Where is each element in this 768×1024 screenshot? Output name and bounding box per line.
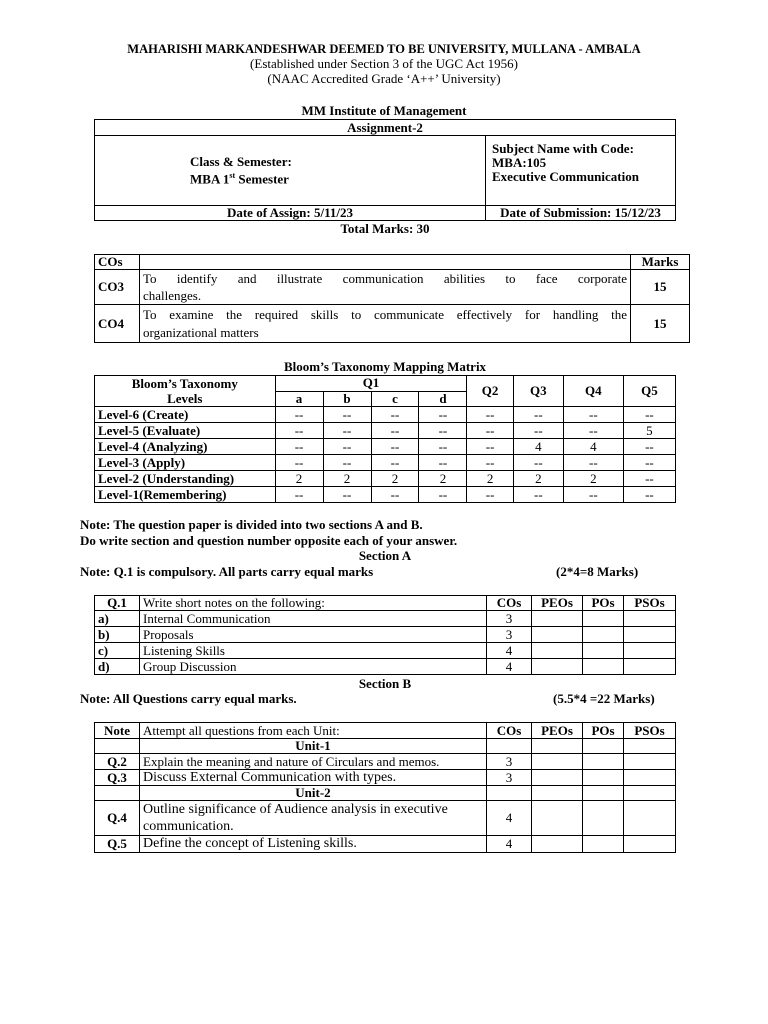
bloom-row <box>95 487 676 503</box>
q5-header: Q5 <box>623 376 675 407</box>
unit-spacer <box>95 786 140 801</box>
question-row <box>95 659 676 675</box>
bloom-cell: -- <box>467 455 513 471</box>
pos-cell <box>583 627 624 643</box>
bloom-cell: -- <box>623 487 675 503</box>
q3-header: Q3 <box>513 376 563 407</box>
co-description: To identify and illustrate communication abilities to face corporate challenges. <box>140 270 631 305</box>
class-label: Class & Semester: <box>190 153 292 169</box>
bloom-cell: 2 <box>513 471 563 487</box>
assignment-title: Assignment-2 <box>95 120 676 136</box>
peos-col-header: PEOs <box>532 596 583 611</box>
class-semester-cell <box>95 136 486 206</box>
bloom-cell: 2 <box>419 471 467 487</box>
bloom-cell: 2 <box>275 471 323 487</box>
bloom-cell: -- <box>323 487 371 503</box>
sub-question-label: d) <box>95 659 140 675</box>
bloom-level: Level-3 (Apply) <box>95 455 276 471</box>
bloom-cell: -- <box>623 407 675 423</box>
section-b-title: Section B <box>358 676 412 691</box>
question-number: Q.3 <box>95 770 140 786</box>
question-co: 3 <box>487 770 532 786</box>
bloom-cell: -- <box>419 423 467 439</box>
cos-col-header: COs <box>487 596 532 611</box>
co-marks: 15 <box>631 270 690 305</box>
bloom-cell: -- <box>275 423 323 439</box>
q1-label: Q.1 <box>95 596 140 611</box>
institute-name: MM Institute of Management <box>301 103 467 118</box>
peos-cell <box>532 643 583 659</box>
bloom-cell: -- <box>563 407 623 423</box>
bloom-cell: -- <box>371 423 419 439</box>
bloom-matrix <box>94 375 676 503</box>
psos-cell <box>624 611 676 627</box>
bloom-cell: -- <box>275 455 323 471</box>
peos-cell <box>532 627 583 643</box>
peos-cell <box>532 659 583 675</box>
bloom-level: Level-2 (Understanding) <box>95 471 276 487</box>
bloom-cell: 2 <box>563 471 623 487</box>
class-value: MBA 1st Semester <box>190 170 289 187</box>
bloom-row <box>95 407 676 423</box>
bloom-cell: -- <box>513 487 563 503</box>
q1-instruction: Write short notes on the following: <box>140 596 487 611</box>
bloom-cell: 2 <box>467 471 513 487</box>
pos-cell <box>583 643 624 659</box>
total-marks: Total Marks: 30 <box>340 221 430 236</box>
pos-cell <box>583 659 624 675</box>
bloom-cell: -- <box>323 439 371 455</box>
bloom-row <box>95 423 676 439</box>
established-line: (Established under Section 3 of the UGC Act 1956) <box>250 56 518 71</box>
unit-instruction: Attempt all questions from each Unit: <box>140 723 487 739</box>
subject-label: Subject Name with Code: MBA:105 <box>492 141 634 170</box>
sub-question-text: Proposals <box>140 627 487 643</box>
bloom-cell: 4 <box>513 439 563 455</box>
assignment-info-table <box>94 119 676 221</box>
bloom-cell: -- <box>467 487 513 503</box>
bloom-cell: -- <box>563 487 623 503</box>
q1-sub-a: a <box>275 391 323 407</box>
subject-name: Executive Communication <box>492 169 639 184</box>
q1-sub-c: c <box>371 391 419 407</box>
question-number: Q.4 <box>95 801 140 836</box>
bloom-title: Bloom’s Taxonomy Mapping Matrix <box>283 359 487 374</box>
sub-question-text: Listening Skills <box>140 643 487 659</box>
question-co: 4 <box>487 801 532 836</box>
bloom-cell: -- <box>419 487 467 503</box>
question-number: Q.5 <box>95 836 140 853</box>
question-text: Outline significance of Audience analysis in executive communication. <box>140 801 487 836</box>
unit-2-header: Unit-2 <box>140 786 487 801</box>
sub-question-co: 4 <box>487 643 532 659</box>
question-number: Q.2 <box>95 754 140 770</box>
sub-question-label: b) <box>95 627 140 643</box>
pos-col-header: POs <box>583 596 624 611</box>
bloom-cell: 2 <box>371 471 419 487</box>
q4-header: Q4 <box>563 376 623 407</box>
cos-col-header: COs <box>487 723 532 739</box>
sub-question-label: a) <box>95 611 140 627</box>
peos-cell <box>532 611 583 627</box>
note-sections: Note: The question paper is divided into two sections A and B. <box>80 517 423 532</box>
bloom-cell: -- <box>513 423 563 439</box>
bloom-cell: -- <box>275 487 323 503</box>
sub-question-text: Internal Communication <box>140 611 487 627</box>
bloom-cell: 5 <box>623 423 675 439</box>
bloom-cell: -- <box>371 455 419 471</box>
q1-sub-d: d <box>419 391 467 407</box>
note-section-b: Note: All Questions carry equal marks. <box>80 691 297 706</box>
question-co: 3 <box>487 754 532 770</box>
co-description: To examine the required skills to communicate effectively for handling the organizational matters <box>140 305 631 343</box>
note-section-a: Note: Q.1 is compulsory. All parts carry equal marks <box>80 564 374 579</box>
peos-col-header: PEOs <box>532 723 583 739</box>
pos-cell <box>583 611 624 627</box>
bloom-cell: -- <box>623 455 675 471</box>
bloom-cell: -- <box>563 423 623 439</box>
bloom-cell: -- <box>419 439 467 455</box>
bloom-cell: -- <box>323 455 371 471</box>
marks-section-a: (2*4=8 Marks) <box>556 564 639 579</box>
psos-col-header: PSOs <box>624 596 676 611</box>
question-row <box>95 611 676 627</box>
sub-question-co: 4 <box>487 659 532 675</box>
bloom-level: Level-5 (Evaluate) <box>95 423 276 439</box>
bloom-cell: -- <box>467 407 513 423</box>
note-label: Note <box>95 723 140 739</box>
bloom-cell: -- <box>371 487 419 503</box>
section-a-title: Section A <box>358 548 412 563</box>
bloom-cell: -- <box>513 455 563 471</box>
question-row <box>95 643 676 659</box>
bloom-cell: -- <box>275 439 323 455</box>
note-write: Do write section and question number opposite each of your answer. <box>80 533 458 548</box>
section-b-table <box>94 722 676 853</box>
naac-line: (NAAC Accredited Grade ‘A++’ University) <box>267 71 501 86</box>
co-code: CO4 <box>95 305 140 343</box>
sub-question-label: c) <box>95 643 140 659</box>
question-row <box>95 627 676 643</box>
q1-sub-b: b <box>323 391 371 407</box>
bloom-cell: 2 <box>323 471 371 487</box>
question-co: 4 <box>487 836 532 853</box>
question-text: Explain the meaning and nature of Circulars and memos. <box>140 754 487 770</box>
bloom-cell: 4 <box>563 439 623 455</box>
bloom-row <box>95 439 676 455</box>
cos-header: COs <box>95 255 140 270</box>
date-submission: Date of Submission: 15/12/23 <box>486 206 676 221</box>
psos-cell <box>624 659 676 675</box>
q1-header: Q1 <box>275 376 467 392</box>
bloom-cell: -- <box>323 407 371 423</box>
q2-header: Q2 <box>467 376 513 407</box>
bloom-cell: -- <box>275 407 323 423</box>
bloom-cell: -- <box>513 407 563 423</box>
question-text: Define the concept of Listening skills. <box>140 836 487 853</box>
bloom-cell: -- <box>467 423 513 439</box>
question-text: Discuss External Communication with types. <box>140 770 487 786</box>
section-a-table <box>94 595 676 675</box>
unit-spacer <box>95 739 140 754</box>
bloom-cell: -- <box>623 439 675 455</box>
sub-question-co: 3 <box>487 627 532 643</box>
unit-1-header: Unit-1 <box>140 739 487 754</box>
psos-cell <box>624 643 676 659</box>
bloom-row <box>95 455 676 471</box>
psos-col-header: PSOs <box>624 723 676 739</box>
bloom-levels-header: Bloom’s Taxonomy Levels <box>95 376 276 407</box>
bloom-level: Level-1(Remembering) <box>95 487 276 503</box>
co-marks: 15 <box>631 305 690 343</box>
bloom-cell: -- <box>563 455 623 471</box>
date-assign: Date of Assign: 5/11/23 <box>95 206 486 221</box>
sub-question-co: 3 <box>487 611 532 627</box>
subject-cell <box>486 136 676 206</box>
bloom-cell: -- <box>371 407 419 423</box>
bloom-row <box>95 471 676 487</box>
bloom-cell: -- <box>623 471 675 487</box>
bloom-level: Level-4 (Analyzing) <box>95 439 276 455</box>
cos-desc-header <box>140 255 631 270</box>
bloom-cell: -- <box>419 455 467 471</box>
bloom-cell: -- <box>371 439 419 455</box>
bloom-cell: -- <box>419 407 467 423</box>
sub-question-text: Group Discussion <box>140 659 487 675</box>
bloom-cell: -- <box>467 439 513 455</box>
co-code: CO3 <box>95 270 140 305</box>
bloom-level: Level-6 (Create) <box>95 407 276 423</box>
pos-col-header: POs <box>583 723 624 739</box>
psos-cell <box>624 627 676 643</box>
marks-section-b: (5.5*4 =22 Marks) <box>553 691 655 706</box>
university-name: MAHARISHI MARKANDESHWAR DEEMED TO BE UNIVERSITY, MULLANA - AMBALA <box>127 42 641 56</box>
cos-table <box>94 254 690 343</box>
bloom-cell: -- <box>323 423 371 439</box>
marks-header: Marks <box>631 255 690 270</box>
